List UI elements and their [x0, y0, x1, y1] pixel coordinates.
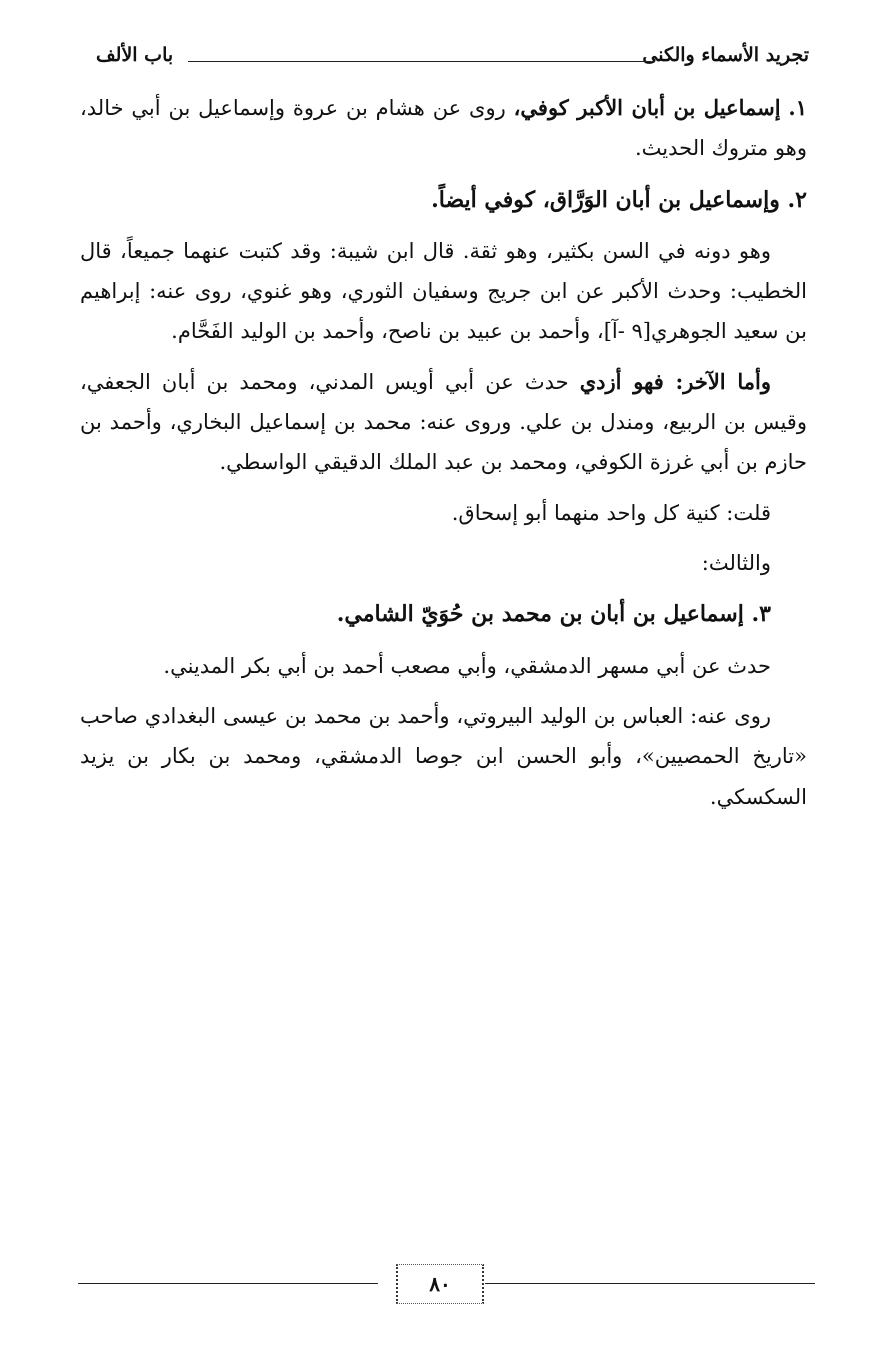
entry-3-name: إسماعيل بن أبان بن محمد بن حُوَيّ الشامي. — [336, 601, 744, 628]
entry-2-name: وإسماعيل بن أبان الوَرَّاق، كوفي أيضاً. — [431, 186, 780, 213]
entry-3-number: ٣. — [751, 601, 771, 628]
entry-2-paragraph-2-text: حدث عن أبي أويس المدني، ومحمد بن أبان الجعفي، وقيس بن الربيع، ومندل بن علي. وروى عنه: محمد بن إسماعيل البخاري، وأحمد بن حازم بن أبي غرزة الكوفي، ومحمد بن عبد الملك الدقيقي الواسطي. — [80, 369, 807, 475]
entry-2-paragraph-1: وهو دونه في السن بكثير، وهو ثقة. قال ابن شيبة: وقد كتبت عنهما جميعاً، قال الخطيب: وحدث الأكبر عن ابن جريج وسفيان الثوري، وهو غنوي، روى عنه: إبراهيم بن سعيد الجوهري[٩ -آ]، وأحمد بن عبيد بن ناصح، وأحمد بن الوليد الفَحَّام. — [80, 238, 807, 344]
entry-2-note: قلت: كنية كل واحد منهما أبو إسحاق. — [451, 500, 771, 525]
entry-2-number: ٢. — [787, 186, 807, 213]
entry-1-name: إسماعيل بن أبان الأكبر كوفي، — [513, 95, 781, 120]
entry-3-heading — [80, 593, 807, 635]
entry-2-paragraph-2-lead: وأما الآخر: فهو أزدي — [579, 368, 771, 394]
book-title: تجريد الأسماء والكنى — [642, 44, 809, 66]
page-body — [80, 88, 807, 827]
entry-1-number: ١. — [788, 95, 807, 120]
entry-1-text: روى عن هشام بن عروة وإسماعيل بن أبي خالد، وهو متروك الحديث. — [80, 96, 807, 161]
header-rule — [188, 61, 651, 62]
entry-3-paragraph-1: حدث عن أبي مسهر الدمشقي، وأبي مصعب أحمد بن أبي بكر المديني. — [163, 653, 771, 678]
page-number: ٨٠ — [429, 1272, 451, 1296]
footer-rule-left — [78, 1283, 378, 1284]
entry-2-heading — [80, 179, 807, 221]
entry-2-paragraph-2 — [80, 362, 807, 483]
chapter-title: باب الألف — [96, 44, 174, 66]
footer-rule-right — [485, 1283, 815, 1284]
entry-2-third-label: والثالث: — [701, 551, 771, 576]
entry-3-paragraph-2: روى عنه: العباس بن الوليد البيروتي، وأحمد بن محمد بن عيسى البغدادي صاحب «تاريخ الحمصيين»، وأبو الحسن ابن جوصا الدمشقي، ومحمد بن بكار بن يزيد السكسكي. — [80, 703, 807, 809]
page-footer — [78, 1262, 815, 1306]
page-number-box — [396, 1264, 484, 1304]
entry-1 — [80, 88, 807, 169]
running-header — [96, 42, 809, 78]
